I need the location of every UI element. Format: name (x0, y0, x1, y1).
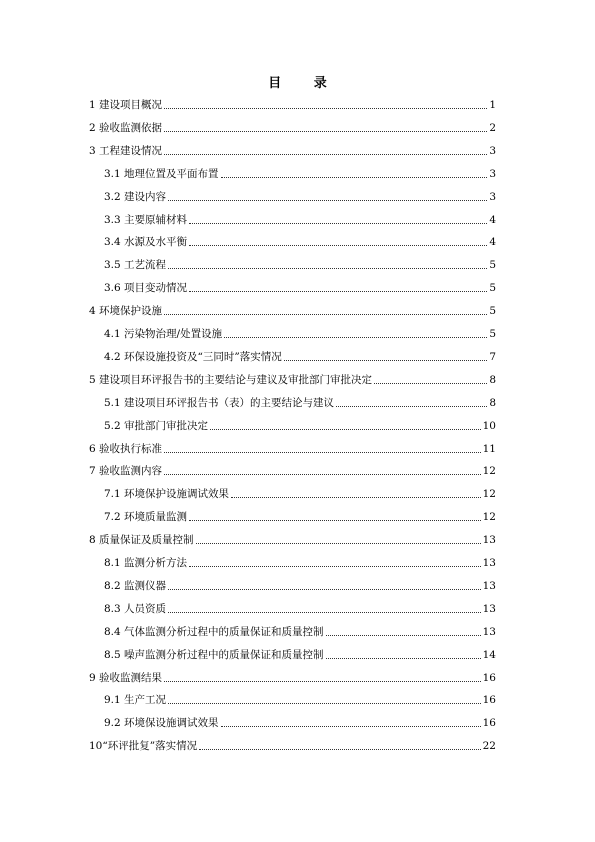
toc-entry-label: 9 验收监测结果 (89, 671, 163, 684)
toc-entry (104, 646, 496, 662)
toc-entry-page: 22 (482, 740, 496, 753)
toc-entry (89, 142, 496, 158)
toc-entry (104, 348, 496, 364)
toc-entry (89, 462, 496, 478)
toc-entry-label: 3.3 主要原辅材料 (104, 213, 188, 226)
toc-leader-dots (189, 222, 487, 224)
toc-entry (104, 325, 496, 341)
toc-leader-dots (168, 702, 481, 704)
toc-entry (104, 600, 496, 616)
toc-entry-label: 8.5 噪声监测分析过程中的质量保证和质量控制 (104, 648, 324, 661)
toc-entry (104, 165, 496, 181)
toc-leader-dots (168, 611, 481, 613)
toc-entry-page: 4 (489, 236, 496, 249)
toc-entry-label: 8 质量保证及质量控制 (89, 534, 194, 547)
toc-leader-dots (189, 519, 481, 521)
toc-leader-dots (164, 153, 487, 155)
toc-leader-dots (164, 313, 487, 315)
toc-entry (104, 691, 496, 707)
toc-entry (89, 371, 496, 387)
toc-entry-label: 9.2 环境保设施调试效果 (104, 717, 219, 730)
toc-entry-label: 10“环评批复”落实情况 (89, 740, 198, 753)
toc-entry (104, 623, 496, 639)
toc-entry-page: 5 (489, 305, 496, 318)
toc-leader-dots (336, 405, 487, 407)
toc-leader-dots (164, 130, 487, 132)
toc-leader-dots (231, 496, 481, 498)
toc-entry-page: 8 (489, 373, 496, 386)
toc-entry (104, 279, 496, 295)
toc-leader-dots (284, 359, 488, 361)
toc-leader-dots (374, 382, 487, 384)
toc-entry-label: 7 验收监测内容 (89, 465, 163, 478)
toc-leader-dots (221, 725, 481, 727)
toc-entry (89, 669, 496, 685)
toc-leader-dots (189, 290, 487, 292)
toc-entry-label: 4 环境保护设施 (89, 305, 163, 318)
toc-entry-label: 8.4 气体监测分析过程中的质量保证和质量控制 (104, 625, 324, 638)
toc-entry-page: 5 (489, 259, 496, 272)
toc-entry (104, 554, 496, 570)
toc-entry (104, 256, 496, 272)
toc-entry-page: 7 (489, 350, 496, 363)
toc-entry-label: 1 建设项目概况 (89, 99, 163, 111)
toc-entry-page: 14 (482, 648, 496, 661)
toc-entry (104, 417, 496, 433)
toc-entry-label: 8.1 监测分析方法 (104, 557, 188, 569)
toc-entry-page: 3 (489, 167, 496, 180)
toc-entry (89, 119, 496, 135)
toc-leader-dots (326, 657, 481, 659)
toc-entry-label: 6 验收执行标准 (89, 442, 163, 455)
toc-title: 目 录 (268, 76, 341, 91)
toc-leader-dots (189, 244, 487, 246)
toc-entry-page: 3 (489, 190, 496, 203)
toc-entry-label: 8.3 人员资质 (104, 602, 167, 615)
toc-leader-dots (168, 199, 487, 201)
toc-leader-dots (210, 428, 481, 430)
toc-entry (89, 96, 496, 112)
toc-entry (104, 714, 496, 730)
toc-entry (104, 211, 496, 227)
toc-entry (104, 485, 496, 501)
toc-leader-dots (164, 107, 487, 109)
toc-leader-dots (164, 451, 481, 453)
toc-leader-dots (164, 680, 481, 682)
toc-entry-label: 3.6 项目变动情况 (104, 282, 188, 295)
toc-entry-label: 3 工程建设情况 (89, 144, 163, 157)
toc-entry-page: 3 (489, 144, 496, 157)
toc-entry-page: 5 (489, 328, 496, 340)
toc-entry (89, 737, 496, 753)
toc-entry-page: 12 (482, 511, 496, 524)
toc-entry-page: 13 (482, 625, 496, 638)
toc-entry (104, 233, 496, 249)
toc-leader-dots (326, 634, 481, 636)
toc-entry-label: 5.1 建设项目环评报告书（表）的主要结论与建议 (104, 396, 335, 409)
toc-entry-label: 7.2 环境质量监测 (104, 511, 188, 524)
toc-entry-page: 13 (482, 579, 496, 592)
toc-leader-dots (221, 176, 488, 178)
toc-leader-dots (199, 748, 481, 750)
toc-entry-page: 5 (489, 282, 496, 295)
toc-entry (89, 302, 496, 318)
toc-entry (89, 531, 496, 547)
toc-entry (89, 440, 496, 456)
toc-leader-dots (168, 267, 487, 269)
toc-entry-label: 4.2 环保设施投资及“三同时”落实情况 (104, 350, 282, 363)
toc-entry-label: 3.4 水源及水平衡 (104, 236, 188, 249)
toc-entry-label: 3.2 建设内容 (104, 190, 167, 203)
toc-entry-label: 3.1 地理位置及平面布置 (104, 167, 219, 180)
toc-entry-page: 13 (482, 557, 496, 569)
toc-entry (104, 394, 496, 410)
toc-entry-label: 5 建设项目环评报告书的主要结论与建议及审批部门审批决定 (89, 373, 373, 386)
toc-entry-label: 7.1 环境保护设施调试效果 (104, 488, 230, 501)
toc-entry-page: 8 (489, 396, 496, 409)
toc-entry-page: 12 (482, 465, 496, 478)
toc-entry-page: 13 (482, 602, 496, 615)
toc-leader-dots (189, 565, 481, 567)
toc-entry-page: 12 (482, 488, 496, 501)
toc-entry (104, 188, 496, 204)
toc-leader-dots (224, 336, 487, 338)
toc-entry-label: 2 验收监测依据 (89, 121, 163, 134)
toc-entry-page: 11 (482, 442, 496, 455)
toc-entry-label: 9.1 生产工况 (104, 694, 167, 707)
toc-entry-label: 3.5 工艺流程 (104, 259, 167, 272)
toc-entry-page: 16 (482, 717, 496, 730)
toc-entry-page: 1 (489, 99, 496, 111)
toc-leader-dots (164, 473, 481, 475)
toc-entry-page: 16 (482, 671, 496, 684)
toc-leader-dots (196, 542, 481, 544)
toc-entry (104, 508, 496, 524)
toc-entry-page: 10 (482, 419, 496, 432)
toc-entry-page: 2 (489, 121, 496, 134)
toc-leader-dots (168, 588, 481, 590)
toc-entry (104, 577, 496, 593)
toc-entry-page: 13 (482, 534, 496, 547)
toc-entry-page: 16 (482, 694, 496, 707)
toc-entry-label: 4.1 污染物治理/处置设施 (104, 328, 223, 340)
toc-entry-page: 4 (489, 213, 496, 226)
toc-entry-label: 5.2 审批部门审批决定 (104, 419, 209, 432)
toc-entry-label: 8.2 监测仪器 (104, 579, 167, 592)
